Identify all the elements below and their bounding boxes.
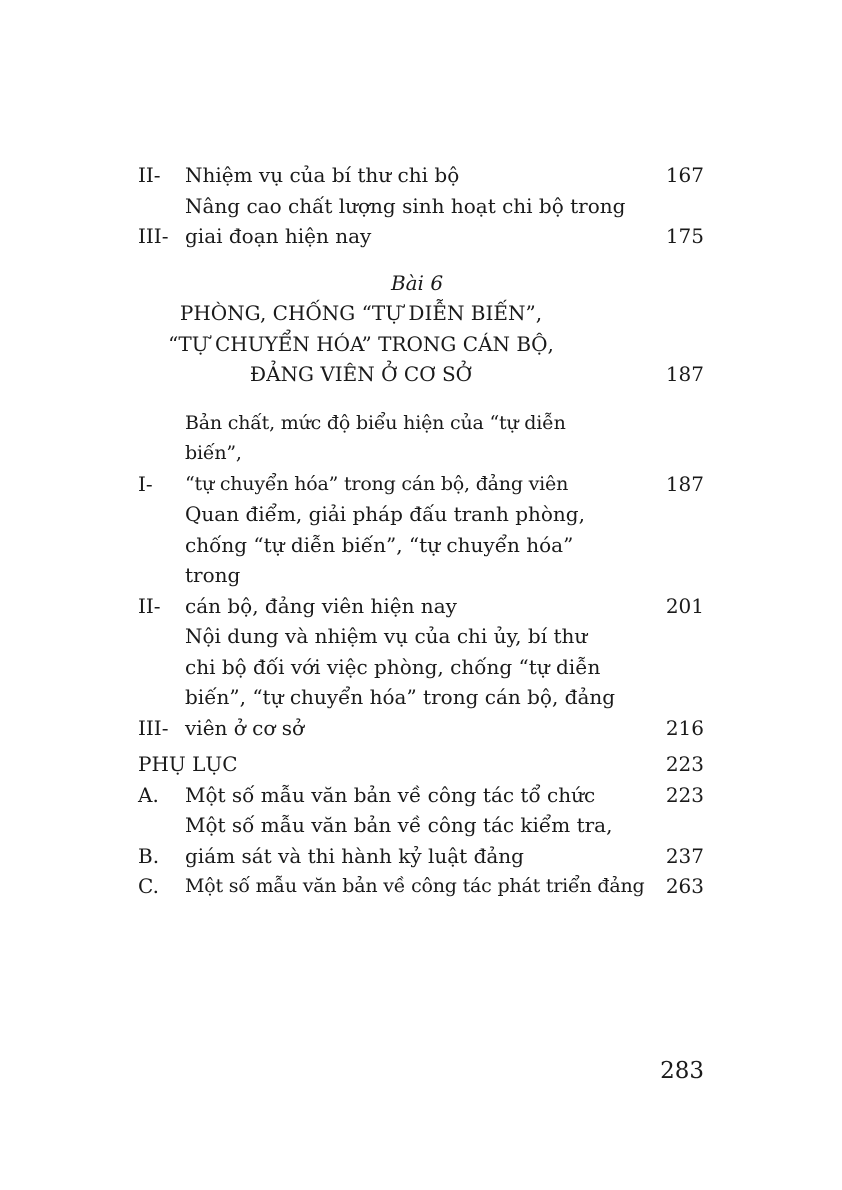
toc-entry-number: I- [138, 471, 153, 496]
toc-entry-number: II- [138, 163, 161, 187]
toc-entry-appendix-b [138, 810, 704, 871]
toc-entry-page: 167 [665, 163, 704, 187]
lesson-title-line: PHÒNG, CHỐNG “TỰ DIỄN BIẾN”, [179, 301, 543, 325]
toc-entry-ii [138, 160, 704, 191]
toc-entry-line: Quan điểm, giải pháp đấu tranh phòng, [185, 502, 585, 526]
toc-entry-number: C. [138, 874, 159, 898]
toc-entry-text [185, 621, 704, 743]
toc-entry-line: “tự chuyển hóa” trong cán bộ, đảng viên [185, 472, 569, 495]
toc-entry-line: biến”, “tự chuyển hóa” trong cán bộ, đảng [185, 685, 616, 709]
toc-entry-page: 223 [665, 782, 704, 807]
toc-entry-number: III- [138, 715, 169, 740]
toc-entry-text: Một số mẫu văn bản về công tác tổ chức [185, 782, 596, 807]
toc-entry-number: B. [138, 843, 160, 868]
toc-entry-line: giám sát và thi hành kỷ luật đảng [185, 843, 524, 868]
lesson-page: 187 [665, 362, 704, 386]
toc-entry-iii [138, 191, 704, 252]
lesson-title-line: ĐẢNG VIÊN Ở CƠ SỞ [249, 362, 473, 386]
toc-entry-page: 223 [665, 752, 704, 776]
toc-entry-line: chi bộ đối với việc phòng, chống “tự diễn [185, 654, 601, 679]
toc-entry-number: III- [138, 224, 169, 248]
toc-entry-text: Nhiệm vụ của bí thư chi bộ [185, 163, 460, 187]
toc-entry-line: Nội dung và nhiệm vụ của chi ủy, bí thư [185, 624, 588, 648]
toc-entry-lesson6-ii [138, 499, 704, 621]
lesson-title [138, 298, 704, 390]
toc-entry-page: 263 [665, 874, 704, 898]
toc-entry-page: 187 [665, 471, 704, 496]
toc-entry-line: Một số mẫu văn bản về công tác kiểm tra, [185, 813, 613, 837]
toc-entry-line: Nâng cao chất lượng sinh hoạt chi bộ trong [185, 193, 626, 218]
toc-entry-text [185, 499, 704, 621]
toc-entry-text [185, 810, 704, 871]
lesson-heading [138, 268, 704, 390]
toc-entry-page: 201 [665, 593, 704, 618]
toc-entry-line: chống “tự diễn biến”, “tự chuyển hóa” trong [185, 532, 574, 587]
toc-entry-line: giai đoạn hiện nay [185, 224, 372, 248]
toc-entry-appendix-c [138, 871, 704, 902]
toc-entry-appendix [138, 749, 704, 780]
toc-entry-page: 216 [665, 715, 704, 740]
page-number: 283 [660, 1058, 704, 1084]
appendix-heading: PHỤ LỤC [138, 752, 238, 776]
toc-entry-text: Một số mẫu văn bản về công tác phát triển đảng [185, 875, 645, 897]
toc-entry-number: A. [138, 782, 159, 807]
toc-entry-page: 175 [665, 224, 704, 248]
toc-entry-line: cán bộ, đảng viên hiện nay [185, 593, 457, 618]
toc-entry-text [185, 191, 704, 252]
table-of-contents [138, 160, 704, 902]
toc-entry-appendix-a [138, 780, 704, 811]
toc-entry-line: Bản chất, mức độ biểu hiện của “tự diễn biến”, [185, 411, 566, 464]
toc-entry-lesson6-iii [138, 621, 704, 743]
lesson-label: Bài 6 [390, 270, 444, 295]
toc-entry-page: 237 [665, 843, 704, 868]
toc-entry-lesson6-i [138, 408, 704, 500]
toc-entry-number: II- [138, 593, 161, 618]
lesson-title-line: “TỰ CHUYỂN HÓA” TRONG CÁN BỘ, [168, 331, 554, 356]
toc-entry-text [185, 408, 704, 500]
toc-entry-line: viên ở cơ sở [185, 715, 305, 740]
